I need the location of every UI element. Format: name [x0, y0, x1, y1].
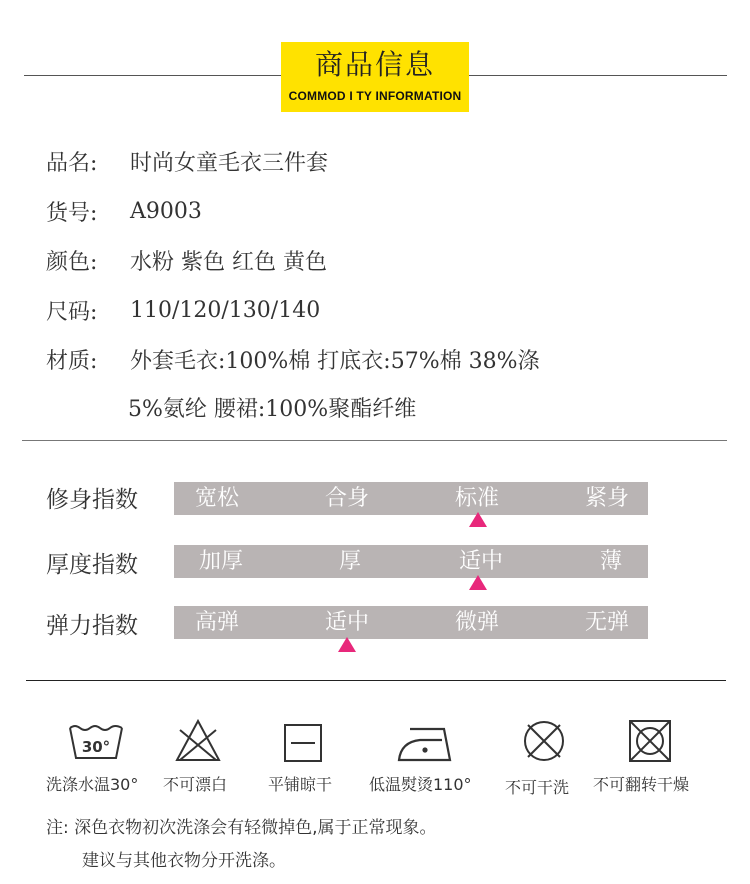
iron-low-icon	[396, 724, 454, 764]
thickness-option: 适中	[458, 549, 503, 574]
info-value: A9003	[130, 198, 202, 224]
info-value: 水粉 紫色 红色 黄色	[130, 249, 327, 275]
stretch-index-label: 弹力指数	[46, 613, 138, 639]
stretch-option: 微弹	[454, 610, 499, 635]
fit-index-bar	[174, 482, 648, 515]
care-label: 不可翻转干燥	[593, 775, 690, 794]
fit-option: 标准	[454, 486, 499, 511]
thickness-option: 加厚	[198, 549, 243, 574]
fit-option: 合身	[324, 486, 369, 511]
info-label: 尺码:	[46, 299, 98, 325]
header-rule-right	[469, 75, 727, 76]
divider	[22, 440, 727, 441]
stretch-option: 无弹	[584, 610, 629, 635]
no-bleach-icon	[174, 718, 222, 764]
care-label: 不可干洗	[505, 778, 570, 797]
stretch-option: 适中	[324, 610, 369, 635]
care-note-line-1: 注: 深色衣物初次洗涤会有轻微掉色,属于正常现象。	[46, 818, 437, 838]
fit-selected-marker	[469, 512, 487, 527]
stretch-option: 高弹	[194, 610, 239, 635]
care-label: 洗涤水温30°	[46, 775, 139, 794]
info-value: 110/120/130/140	[130, 297, 321, 323]
info-row-colors	[46, 243, 327, 277]
thickness-selected-marker	[469, 575, 487, 590]
thickness-index-label: 厚度指数	[46, 552, 138, 578]
care-label: 平铺晾干	[268, 775, 333, 794]
info-label: 材质:	[46, 348, 98, 374]
info-label: 货号:	[46, 200, 98, 226]
info-value: 时尚女童毛衣三件套	[130, 150, 329, 176]
wash-30-icon	[67, 722, 125, 764]
section-subtitle: COMMOD I TY INFORMATION	[288, 89, 462, 103]
divider	[26, 680, 726, 681]
thickness-option: 厚	[338, 549, 361, 574]
info-material-continuation: 5%氨纶 腰裙:100%聚酯纤维	[128, 397, 417, 422]
care-label: 不可漂白	[163, 775, 228, 794]
info-row-sizes	[46, 293, 320, 327]
thickness-option: 薄	[599, 549, 622, 574]
care-label: 低温熨烫110°	[369, 775, 472, 794]
section-title: 商品信息	[314, 48, 435, 81]
header-rule-left	[24, 75, 281, 76]
fit-option: 宽松	[194, 486, 239, 511]
info-row-item-no	[46, 194, 202, 228]
fit-option: 紧身	[584, 486, 629, 511]
svg-text:30°: 30°	[81, 738, 111, 756]
dry-flat-icon	[283, 722, 323, 764]
info-label: 品名:	[46, 150, 98, 176]
info-row-material	[46, 342, 540, 376]
section-title-badge	[281, 42, 469, 112]
no-tumble-dry-icon	[627, 718, 673, 764]
fit-index-label: 修身指数	[46, 487, 138, 513]
stretch-selected-marker	[338, 637, 356, 652]
thickness-index-bar	[174, 545, 648, 578]
care-note-line-2: 建议与其他衣物分开洗涤。	[82, 851, 286, 871]
stretch-index-bar	[174, 606, 648, 639]
info-value: 外套毛衣:100%棉 打底衣:57%棉 38%涤	[130, 348, 540, 374]
no-dry-clean-icon	[521, 718, 567, 764]
info-label: 颜色:	[46, 249, 98, 275]
info-row-name	[46, 144, 328, 178]
